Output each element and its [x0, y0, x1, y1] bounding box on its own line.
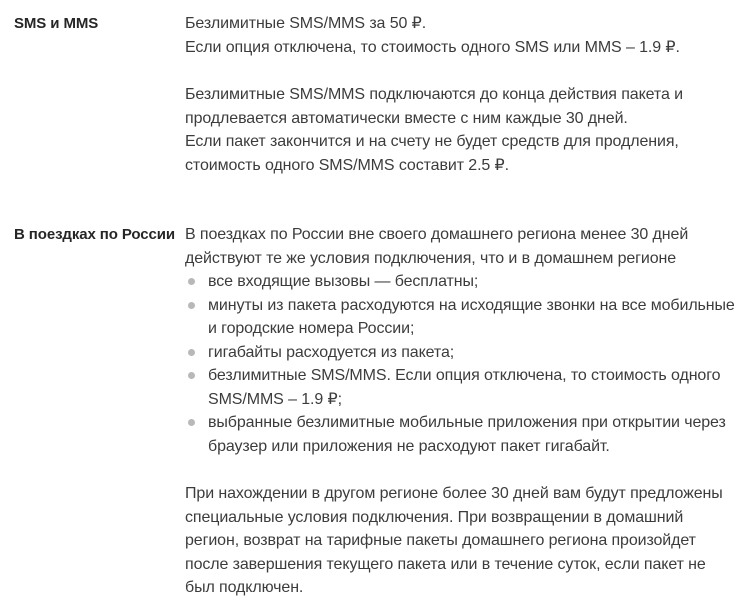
paragraph-line: Безлимитные SMS/MMS подключаются до конца действия пакета и продлевается автоматически вместе с ним каждые 30 дней.	[185, 86, 683, 127]
section-content	[185, 12, 735, 177]
paragraph	[185, 12, 735, 59]
paragraph-line: Безлимитные SMS/MMS за 50 ₽.	[185, 15, 427, 32]
bullet-list	[185, 270, 735, 458]
bullet-list-item: гигабайты расходуется из пакета;	[185, 341, 735, 365]
section-row	[14, 223, 735, 600]
section-label: SMS и MMS	[14, 15, 99, 32]
section-row	[14, 12, 735, 177]
bullet-list-item: выбранные безлимитные мобильные приложения при открытии через браузер или приложения не расходуют пакет гигабайт.	[185, 411, 735, 458]
section-content	[185, 223, 735, 600]
bullet-list-item: все входящие вызовы — бесплатны;	[185, 270, 735, 294]
section-label: В поездках по России	[14, 226, 176, 243]
paragraph	[185, 482, 735, 600]
paragraph-line: Если опция отключена, то стоимость одного SMS или MMS – 1.9 ₽.	[185, 38, 680, 56]
paragraph	[185, 223, 735, 270]
bullet-list-item: минуты из пакета расходуются на исходящие звонки на все мобильные и городские номера России;	[185, 294, 735, 341]
bullet-list-item: безлимитные SMS/MMS. Если опция отключена, то стоимость одного SMS/MMS – 1.9 ₽;	[185, 364, 735, 411]
paragraph	[185, 83, 735, 177]
paragraph-line: При нахождении в другом регионе более 30 дней вам будут предложены специальные условия подключения. При возвращении в домашний регион, возврат на тарифные пакеты домашнего региона произойдет после завершения текущего пакета или в течение суток, если пакет не был подключен.	[185, 485, 723, 596]
paragraph-line: В поездках по России вне своего домашнего региона менее 30 дней действуют те же условия подключения, что и в домашнем регионе	[185, 226, 689, 267]
sections-container	[14, 12, 735, 600]
paragraph-line: Если пакет закончится и на счету не будет средств для продления, стоимость одного SMS/MMS составит 2.5 ₽.	[185, 133, 679, 174]
